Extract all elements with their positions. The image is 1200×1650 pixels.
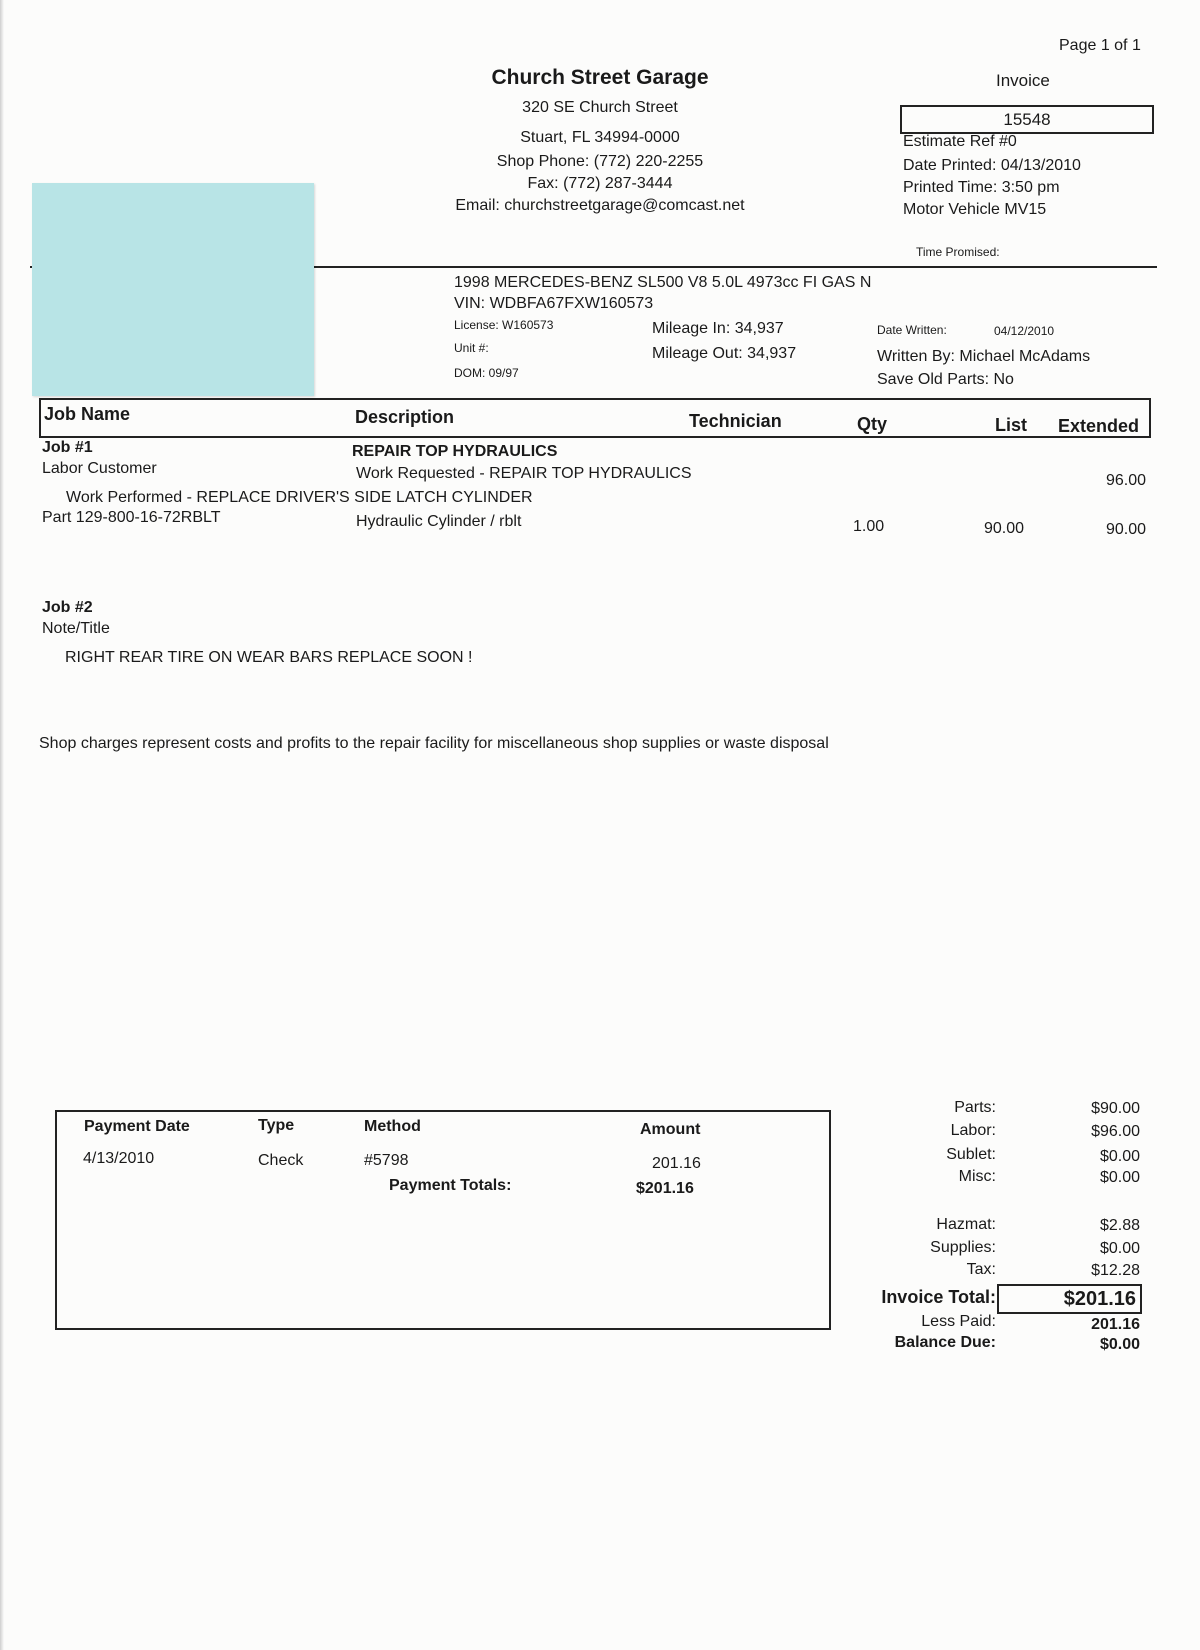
scan-edge-shadow bbox=[0, 0, 4, 1650]
less-paid-label: Less Paid: bbox=[921, 1313, 996, 1330]
parts-label: Parts: bbox=[954, 1099, 996, 1116]
vehicle-license: License: W160573 bbox=[454, 318, 554, 332]
payment-header-date: Payment Date bbox=[84, 1118, 190, 1135]
job1-work-performed: Work Performed - REPLACE DRIVER'S SIDE LATCH CYLINDER bbox=[66, 489, 533, 506]
printed-time: Printed Time: 3:50 pm bbox=[903, 179, 1060, 196]
payment-amount: 201.16 bbox=[652, 1155, 701, 1172]
invoice-number-box bbox=[900, 105, 1154, 134]
job1-labor-extended: 96.00 bbox=[1105, 472, 1146, 489]
shop-email: Email: churchstreetgarage@comcast.net bbox=[455, 197, 745, 214]
job1-work-requested: Work Requested - REPAIR TOP HYDRAULICS bbox=[356, 465, 692, 482]
vehicle-dom: DOM: 09/97 bbox=[454, 366, 519, 380]
vehicle-vin: VIN: WDBFA67FXW160573 bbox=[454, 295, 654, 312]
save-old-parts: Save Old Parts: No bbox=[877, 371, 1014, 388]
less-paid-value: 201.16 bbox=[1091, 1316, 1140, 1333]
tax-value: $12.28 bbox=[1091, 1262, 1140, 1279]
job1-part-description: Hydraulic Cylinder / rblt bbox=[356, 513, 522, 530]
job1-part-extended: 90.00 bbox=[1105, 521, 1146, 538]
header-list: List bbox=[995, 415, 1028, 435]
header-job-name: Job Name bbox=[44, 404, 131, 424]
hazmat-value: $2.88 bbox=[1099, 1217, 1140, 1234]
sticky-note-redaction bbox=[32, 183, 314, 396]
payment-header-type: Type bbox=[258, 1117, 295, 1134]
invoice-label: Invoice bbox=[996, 71, 1050, 90]
supplies-value: $0.00 bbox=[1099, 1240, 1140, 1257]
page-label: Page 1 of 1 bbox=[1059, 37, 1141, 54]
header-technician: Technician bbox=[689, 411, 782, 431]
header-description: Description bbox=[355, 407, 455, 427]
date-written-label: Date Written: bbox=[877, 323, 947, 337]
job2-note-label: Note/Title bbox=[42, 620, 110, 637]
labor-label: Labor: bbox=[950, 1122, 996, 1139]
job2-title: Job #2 bbox=[42, 599, 93, 616]
job1-part-label: Part 129-800-16-72RBLT bbox=[42, 509, 221, 526]
payment-method: #5798 bbox=[364, 1152, 409, 1169]
vehicle-unit: Unit #: bbox=[454, 341, 489, 355]
payment-box bbox=[55, 1110, 831, 1330]
mileage-in: Mileage In: 34,937 bbox=[652, 320, 784, 337]
job2-note: RIGHT REAR TIRE ON WEAR BARS REPLACE SOON ! bbox=[65, 649, 473, 666]
invoice-total-value: $201.16 bbox=[1063, 1288, 1136, 1310]
header-qty: Qty bbox=[857, 414, 888, 434]
payment-header-amount: Amount bbox=[640, 1121, 701, 1138]
written-by: Written By: Michael McAdams bbox=[877, 348, 1091, 365]
job1-heading: REPAIR TOP HYDRAULICS bbox=[352, 443, 558, 460]
misc-label: Misc: bbox=[958, 1168, 996, 1185]
shop-address-line2: Stuart, FL 34994-0000 bbox=[520, 129, 680, 146]
vehicle-description: 1998 MERCEDES-BENZ SL500 V8 5.0L 4973cc FI GAS N bbox=[454, 274, 872, 291]
payment-totals-label: Payment Totals: bbox=[389, 1177, 512, 1194]
sublet-value: $0.00 bbox=[1099, 1148, 1140, 1165]
header-extended: Extended bbox=[1058, 416, 1140, 436]
balance-due-value: $0.00 bbox=[1099, 1336, 1140, 1353]
payment-type: Check bbox=[258, 1152, 304, 1169]
shop-phone: Shop Phone: (772) 220-2255 bbox=[496, 153, 704, 170]
shop-address-line1: 320 SE Church Street bbox=[522, 99, 678, 116]
motor-vehicle: Motor Vehicle MV15 bbox=[903, 201, 1047, 218]
table-header-box bbox=[39, 398, 1151, 438]
supplies-label: Supplies: bbox=[930, 1239, 996, 1256]
shop-charges-note: Shop charges represent costs and profits to the repair facility for miscellaneous shop supplies or waste disposal bbox=[39, 735, 829, 752]
date-printed: Date Printed: 04/13/2010 bbox=[903, 157, 1081, 174]
invoice-number: 15548 bbox=[1003, 110, 1051, 129]
hazmat-label: Hazmat: bbox=[936, 1216, 996, 1233]
balance-due-label: Balance Due: bbox=[894, 1334, 996, 1351]
invoice-total-box bbox=[997, 1284, 1142, 1314]
date-written: 04/12/2010 bbox=[994, 324, 1055, 338]
job1-part-list: 90.00 bbox=[984, 520, 1025, 537]
shop-name: Church Street Garage bbox=[491, 66, 709, 89]
time-promised: Time Promised: bbox=[916, 245, 1000, 259]
job1-labor-label: Labor Customer bbox=[42, 460, 157, 477]
mileage-out: Mileage Out: 34,937 bbox=[652, 345, 797, 362]
shop-fax: Fax: (772) 287-3444 bbox=[527, 175, 673, 192]
misc-value: $0.00 bbox=[1099, 1169, 1140, 1186]
payment-header-method: Method bbox=[364, 1118, 421, 1135]
estimate-ref: Estimate Ref #0 bbox=[903, 133, 1017, 150]
parts-value: $90.00 bbox=[1091, 1100, 1140, 1117]
labor-value: $96.00 bbox=[1091, 1123, 1140, 1140]
tax-label: Tax: bbox=[966, 1261, 996, 1278]
job1-title: Job #1 bbox=[42, 439, 93, 456]
sublet-label: Sublet: bbox=[946, 1146, 996, 1163]
invoice-total-label: Invoice Total: bbox=[881, 1287, 996, 1307]
payment-totals-value: $201.16 bbox=[636, 1180, 694, 1197]
payment-date: 4/13/2010 bbox=[83, 1150, 155, 1167]
job1-part-qty: 1.00 bbox=[853, 518, 885, 535]
